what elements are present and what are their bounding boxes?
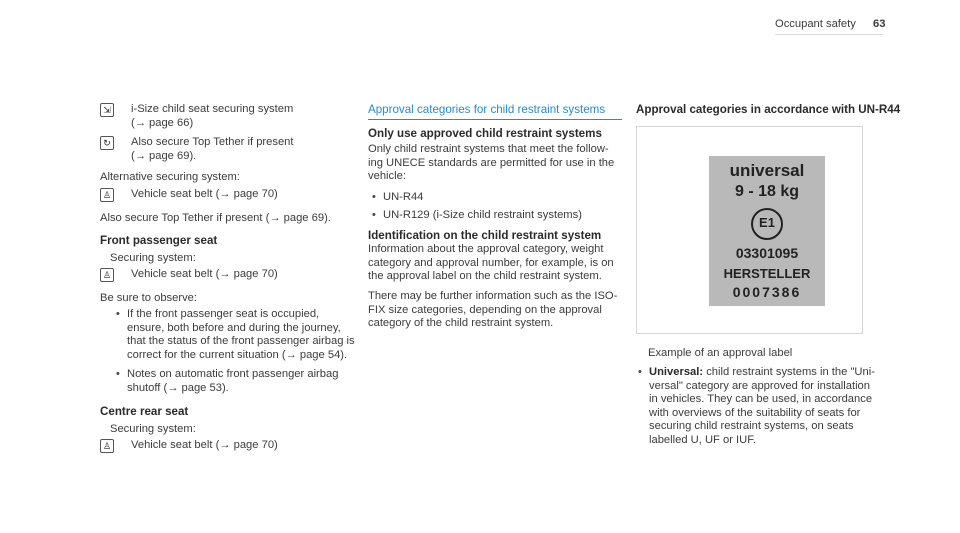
- text-line: Only child restraint systems that meet the follow-: [368, 143, 609, 155]
- header-rule: [775, 34, 883, 35]
- bullet-line: Notes on automatic front passenger airbag: [127, 368, 339, 380]
- alt-belt-text: Vehicle seat belt (→ page 70): [131, 188, 278, 200]
- rear-belt-row: [100, 439, 390, 453]
- bullet-line: that the status of the front passenger airbag is: [127, 335, 355, 347]
- bullet-line: ensure, both before and during the journey,: [127, 321, 341, 334]
- bullet-icon: •: [372, 209, 376, 221]
- toptether-line-2: (→ page 69).: [131, 149, 197, 162]
- only-approved-heading: Only use approved child restraint systems: [368, 127, 602, 140]
- front-belt-text: Vehicle seat belt (→ page 70): [131, 268, 278, 280]
- rear-seat-heading: Centre rear seat: [100, 405, 189, 418]
- front-belt-row: [100, 268, 390, 282]
- text-line: Information about the approval category, weight: [368, 243, 604, 255]
- seat-belt-icon: ♙: [100, 188, 114, 202]
- label-manufacturer: HERSTELLER: [723, 266, 811, 281]
- section-name: Occupant safety: [775, 18, 856, 30]
- label-approval-number: 03301095: [735, 245, 799, 261]
- be-sure-label: Be sure to observe:: [100, 292, 198, 304]
- label-weight: 9 - 18 kg: [734, 183, 800, 200]
- text-span: child restraint systems in the "Uni-: [703, 366, 875, 378]
- standard-text: UN-R129 (i-Size child restraint systems): [383, 209, 582, 221]
- approval-label-figure: [636, 126, 863, 334]
- rear-belt-text: Vehicle seat belt (→ page 70): [131, 439, 278, 451]
- isize-line-2: (→ page 66): [131, 116, 194, 129]
- also-secure-text: Also secure Top Tether if present (→ page 69).: [100, 212, 331, 224]
- bullet-line: correct for the current situation (→ page 54).: [127, 348, 348, 361]
- isize-row: [100, 103, 390, 131]
- text-line: category of the child restraint system.: [368, 317, 554, 329]
- further-info-text: [368, 290, 628, 331]
- text-line: the approval label on the child restraint system.: [368, 270, 602, 282]
- front-securing-label: Securing system:: [110, 252, 196, 264]
- bullet-line: If the front passenger seat is occupied,: [127, 308, 320, 320]
- top-tether-icon: ↻: [100, 136, 114, 150]
- isofix-icon: ⇲: [100, 103, 114, 117]
- only-approved-text: [368, 143, 628, 184]
- text-line: FIX size categories, depending on the approval: [368, 303, 602, 316]
- front-seat-heading: Front passenger seat: [100, 234, 218, 247]
- r44-heading: Approval categories in accordance with UN-R44: [636, 103, 901, 116]
- rear-securing-label: Securing system:: [110, 423, 196, 435]
- label-category: universal: [729, 161, 805, 180]
- isize-line-1: i-Size child seat securing system: [131, 103, 294, 115]
- running-header: [775, 18, 856, 32]
- standard-text: UN-R44: [383, 191, 424, 203]
- bullet-icon: •: [638, 366, 642, 378]
- bullet-icon: •: [116, 368, 120, 380]
- identification-heading: Identification on the child restraint system: [368, 229, 602, 242]
- text-line: in vehicles. They can be used, in accordance: [649, 393, 873, 405]
- identification-text: [368, 243, 628, 284]
- universal-term: Universal:: [649, 366, 704, 378]
- section-title: Approval categories for child restraint systems: [368, 103, 606, 116]
- section-title-rule: [368, 119, 622, 120]
- text-line: There may be further information such as the ISO-: [368, 290, 618, 302]
- text-line: labelled U, UF or IUF.: [649, 433, 756, 446]
- page-number: 63: [873, 18, 886, 30]
- bullet-line: shutoff (→ page 53).: [127, 381, 229, 394]
- alt-belt-row: [100, 188, 390, 202]
- text-line: with overviews of the suitability of seats for: [649, 406, 861, 419]
- text-line: category and approval number, for example, is on: [368, 256, 614, 269]
- toptether-row: [100, 136, 390, 164]
- bullet-icon: •: [116, 308, 120, 320]
- seat-belt-icon: ♙: [100, 268, 114, 282]
- approval-label-plate: [709, 156, 825, 306]
- alternative-label: Alternative securing system:: [100, 171, 240, 183]
- bullet-icon: •: [372, 191, 376, 203]
- toptether-line-1: Also secure Top Tether if present: [131, 136, 294, 148]
- e-mark-emblem: [751, 208, 783, 240]
- figure-caption: Example of an approval label: [648, 347, 793, 359]
- text-line: versal" category are approved for installation: [649, 379, 871, 392]
- label-serial: 0007386: [732, 284, 802, 300]
- text-line: [649, 366, 875, 380]
- text-line: securing child restraint systems, on seats: [649, 420, 854, 432]
- text-line: vehicle:: [368, 170, 406, 182]
- e-mark-text: E1: [759, 215, 775, 230]
- text-line: ing UNECE standards are permitted for use in the: [368, 156, 615, 169]
- seat-belt-icon: ♙: [100, 439, 114, 453]
